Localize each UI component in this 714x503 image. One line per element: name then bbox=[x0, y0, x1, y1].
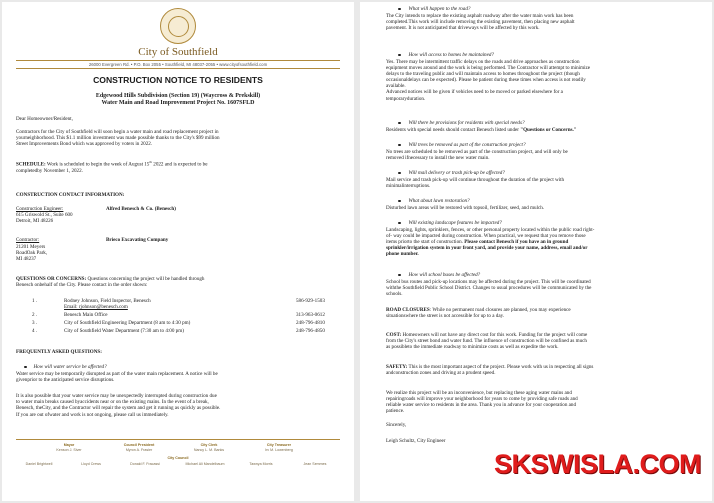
faq-answer: The City intends to replace the existing asphalt roadway after the water main work has been completed.This work will include removing the existing pavement, then placing new asphalt pavement. It is not anticipated that driveways will be affected by this work. bbox=[386, 13, 575, 32]
faq-answer-text: Residents with special needs should contact Benesch listed under bbox=[386, 127, 521, 133]
notice-page-1 bbox=[2, 2, 354, 501]
council-name: Donald F. Fracassi bbox=[130, 462, 160, 466]
council-label bbox=[153, 456, 203, 461]
bullet-icon bbox=[398, 122, 401, 125]
header-divider bbox=[16, 68, 340, 69]
faq-question-text: Will existing landscape features be impacted? bbox=[408, 220, 502, 226]
faq-question bbox=[398, 142, 526, 148]
faq-question-text: Will trees be removed as part of the construction project? bbox=[408, 142, 526, 148]
council-name: Jean Semmes bbox=[303, 462, 327, 466]
council-member bbox=[114, 443, 164, 452]
schedule-text: completedby November 1, 2022. bbox=[16, 167, 83, 174]
city-seal-icon bbox=[160, 8, 196, 44]
signature: Leigh Schultz, City Engineer bbox=[386, 438, 446, 444]
contact-row bbox=[16, 312, 338, 319]
faq-answer-emphasis: "Questions or Concerns." bbox=[520, 127, 577, 133]
faq-question bbox=[398, 170, 505, 176]
council-name: Tawnya Morris bbox=[249, 462, 273, 466]
city-address: 26000 Evergreen Rd. • P.O. Box 2055 • Southfield, MI 48037-2055 • www.cityofsouthfield.com bbox=[88, 62, 268, 67]
safety-label: SAFETY: bbox=[386, 364, 408, 370]
council-role: City Clerk bbox=[200, 443, 218, 447]
bullet-icon bbox=[24, 366, 27, 369]
faq-question bbox=[398, 220, 502, 226]
contact-number: 4 . bbox=[32, 328, 38, 334]
cost-paragraph bbox=[386, 332, 698, 350]
faq-question-text: How will access to homes be maintained? bbox=[408, 52, 494, 58]
city-name: City of Southfield bbox=[138, 46, 218, 58]
faq-question-text: Will mail delivery or trash pick-up be affected? bbox=[408, 170, 505, 176]
contact-row bbox=[16, 320, 338, 327]
contact-name: Benesch Main Office bbox=[64, 312, 108, 318]
questions-paragraph bbox=[16, 276, 338, 288]
faq-question bbox=[398, 198, 470, 204]
council-member bbox=[44, 443, 94, 452]
header-divider bbox=[16, 60, 340, 61]
faq-question-text: What will happen to the road? bbox=[408, 6, 471, 12]
faq-answer: Mail service and trash pick-up will continue throughout the duration of the project with minimalinterruptions. bbox=[386, 177, 565, 190]
faq-answer: Yes. There may be intermittent traffic delays on the roads and drive approaches as construction equipment moves around and the work is being performed. The Contractor will attempt to minimize delays to the traveling public and will maintain access to homes throughout the project (though occasionaldelays can be expected). Please be patient during these times when access is not readily available. Advanced notices will be given if vehicles need to be moved or parked elsewhere for a temporaryduration. bbox=[386, 59, 591, 102]
contact-phone[interactable]: 248-796-4850 bbox=[296, 328, 325, 334]
faq-question-text: What about lawn restoration? bbox=[408, 198, 470, 204]
faq-question bbox=[398, 52, 494, 58]
schedule-text: 2022 and is expected to be bbox=[152, 161, 208, 168]
project-subtitle bbox=[2, 93, 354, 107]
engineer-address: 615 Griswold St., Suite 600 Detroit, MI 48226 bbox=[16, 212, 73, 225]
bullet-icon bbox=[398, 8, 401, 11]
notice-page-2 bbox=[360, 2, 712, 501]
bullet-icon bbox=[398, 144, 401, 147]
schedule-sup: th bbox=[149, 160, 152, 164]
bullet-icon bbox=[398, 222, 401, 225]
schedule-paragraph bbox=[16, 159, 338, 174]
subtitle-line: Water Main and Road Improvement Project No. 1607SFLD bbox=[101, 100, 255, 106]
council-role: Mayor bbox=[63, 443, 75, 447]
footer-divider bbox=[16, 439, 340, 440]
council-name: Kenson J. Siver bbox=[56, 447, 82, 452]
council-name: Michael Ali Mandelbaum bbox=[185, 462, 225, 466]
faq-question-text: Will there be provisions for residents with special needs? bbox=[408, 120, 525, 126]
council-role: Council President bbox=[123, 443, 155, 447]
council-label-text: City Council bbox=[167, 456, 189, 460]
contractor-address: 21201 Meyers RoadOak Park, MI 48237 bbox=[16, 244, 48, 263]
contact-phone[interactable]: 248-796-4810 bbox=[296, 320, 325, 326]
bullet-icon bbox=[398, 274, 401, 277]
faq-question bbox=[398, 6, 470, 12]
faq-answer: Water service may be temporarily disrupted as part of the water main replacement. A notice will be givenprior to the anticipated service disruptions. bbox=[16, 371, 218, 384]
contact-name: City of Southfield Engineering Department (8 am to 4:30 pm) bbox=[64, 320, 191, 326]
contact-name: City of Southfield Water Department (7:30 am to 4:00 pm) bbox=[64, 328, 184, 334]
bullet-icon bbox=[398, 172, 401, 175]
faq-question bbox=[398, 272, 480, 278]
bullet-icon bbox=[398, 54, 401, 57]
road-closures-paragraph bbox=[386, 307, 698, 319]
contact-header: CONSTRUCTION CONTACT INFORMATION: bbox=[16, 192, 125, 198]
road-closures-text: : While no permanent road closures are planned, you may experience situationswhere the street is not accessible for up to a day. bbox=[386, 307, 571, 320]
faq-question-text: How will water service be affected? bbox=[33, 364, 107, 370]
faq-answer: School bus routes and pick-up locations may be affected during the project. This will be coordinated withthe Southfield Public School District. Changes to usual procedures will be communicated by the schools. bbox=[386, 279, 592, 298]
contact-email-row bbox=[16, 304, 338, 311]
cost-label: COST: bbox=[386, 332, 402, 338]
questions-text: Questions concerning the project will be handled through bbox=[86, 276, 205, 282]
engineer-label: Construction Engineer: bbox=[16, 206, 64, 212]
safety-text: This is the most important aspect of the project. Please work with us in respecting all signs andconstruction zones and driving at a prudent speed. bbox=[386, 364, 594, 377]
contact-number: 2 . bbox=[32, 312, 38, 318]
council-name: Irv M. Lowenberg bbox=[265, 447, 293, 452]
faq-answer-text: Landscaping, lights, sprinklers, fences, or other personal property located within the public road right- of- way could be impacted during construction. When practical, we request that you remove those items priorto the start of construction. bbox=[386, 227, 595, 246]
intro-paragraph: Contractors for the City of Southfield will soon begin a water main and road replacement project in yourneighborhood. This $1.1 million investment was made possible thanks to the City's $99 million Street Improvements Bond which was approved by voters in 2022. bbox=[16, 129, 220, 148]
council-member bbox=[184, 443, 234, 452]
schedule-text: Work is scheduled to begin the week of August 15 bbox=[45, 161, 150, 168]
faq-question-text: How will school buses be affected? bbox=[408, 272, 481, 278]
engineer-name: Alfred Benesch & Co. (Benesch) bbox=[106, 206, 176, 212]
cost-text: Homeowners will not have any direct cost for this work. Funding for the project will come from the City's street bond and water fund. The influence of construction will be confined as much as possibleto the immediate roadway to minimize costs as well as expedite the work. bbox=[386, 332, 588, 351]
faq-answer: Disturbed lawn areas will be restored with topsoil, fertilizer, seed, and mulch. bbox=[386, 205, 545, 211]
council-name: Daniel Brightwell bbox=[25, 462, 53, 466]
questions-text: Benesch onbehalf of the City. Please contact in the order shown: bbox=[16, 282, 148, 289]
safety-paragraph bbox=[386, 364, 698, 376]
faq-question bbox=[398, 120, 525, 126]
sincerely: Sincerely, bbox=[386, 422, 407, 428]
faq-header: FREQUENTLY ASKED QUESTIONS: bbox=[16, 349, 102, 355]
council-name: Lloyd Crews bbox=[81, 462, 101, 466]
questions-label: QUESTIONS OR CONCERNS: bbox=[16, 276, 87, 282]
closing-paragraph: We realize this project will be an inconvenience, but replacing these aging water mains and repairingroads will improve your neighborhood for years to come by providing safe roads and reliable water service to residents in the area. Thank you in advance for your cooperation and patience. bbox=[386, 390, 578, 415]
council-role: City Treasurer bbox=[266, 443, 292, 447]
faq-answer bbox=[386, 227, 698, 257]
council-members bbox=[2, 462, 354, 474]
subtitle-line: Edgewood Hills Subdivision (Section 19) (Waycross & Prekskill) bbox=[95, 93, 261, 99]
faq-answer-emphasis: Please contact Benesch if you have an in ground sprinkler/irrigation system in your front yard, and provide your name, address, email and/or phone number. bbox=[386, 239, 588, 258]
faq-answer: It is also possible that your water service may be unexpectedly interrupted during construction due to water main breaks caused byaccidents near or on the existing mains. In the event of a break, Benesch, theCity, and the Contractor will repair the system and get it running as quickly as possible. If you are out ofwater and work is not ongoing, please call us immediately. bbox=[16, 393, 221, 418]
contact-name: Rodney Johnson, Field Inspector, Benesch bbox=[64, 298, 151, 304]
road-closures-label: ROAD CLOSURES bbox=[386, 307, 430, 313]
contact-number: 1 . bbox=[32, 298, 38, 304]
contact-phone[interactable]: 586-929-1503 bbox=[296, 298, 325, 304]
council-member bbox=[254, 443, 304, 452]
schedule-label: SCHEDULE: bbox=[16, 161, 46, 168]
contact-email-link[interactable]: Email: rjohnson@benesch.com bbox=[64, 304, 128, 310]
council-officers bbox=[2, 443, 354, 455]
faq-answer bbox=[386, 127, 698, 133]
bullet-icon bbox=[398, 200, 401, 203]
council-name: Nancy L. M. Banks bbox=[193, 447, 225, 452]
salutation: Dear Homeowner/Resident, bbox=[16, 116, 73, 122]
contractor-name: Brieco Excavating Company bbox=[106, 237, 169, 243]
contact-phone[interactable]: 313-963-0612 bbox=[296, 312, 325, 318]
contact-number: 3 . bbox=[32, 320, 38, 326]
contractor-label: Contractor: bbox=[16, 237, 40, 243]
faq-question bbox=[24, 364, 107, 370]
contact-row bbox=[16, 328, 338, 335]
council-name: Myron A. Frasier bbox=[125, 447, 153, 452]
watermark-text: SKSWISLA.COM bbox=[494, 449, 701, 479]
faq-answer: No trees are scheduled to be removed as part of the construction project, and will only be removed ifnecessary to install the new water main. bbox=[386, 149, 568, 162]
page-title: CONSTRUCTION NOTICE TO RESIDENTS bbox=[93, 75, 263, 85]
